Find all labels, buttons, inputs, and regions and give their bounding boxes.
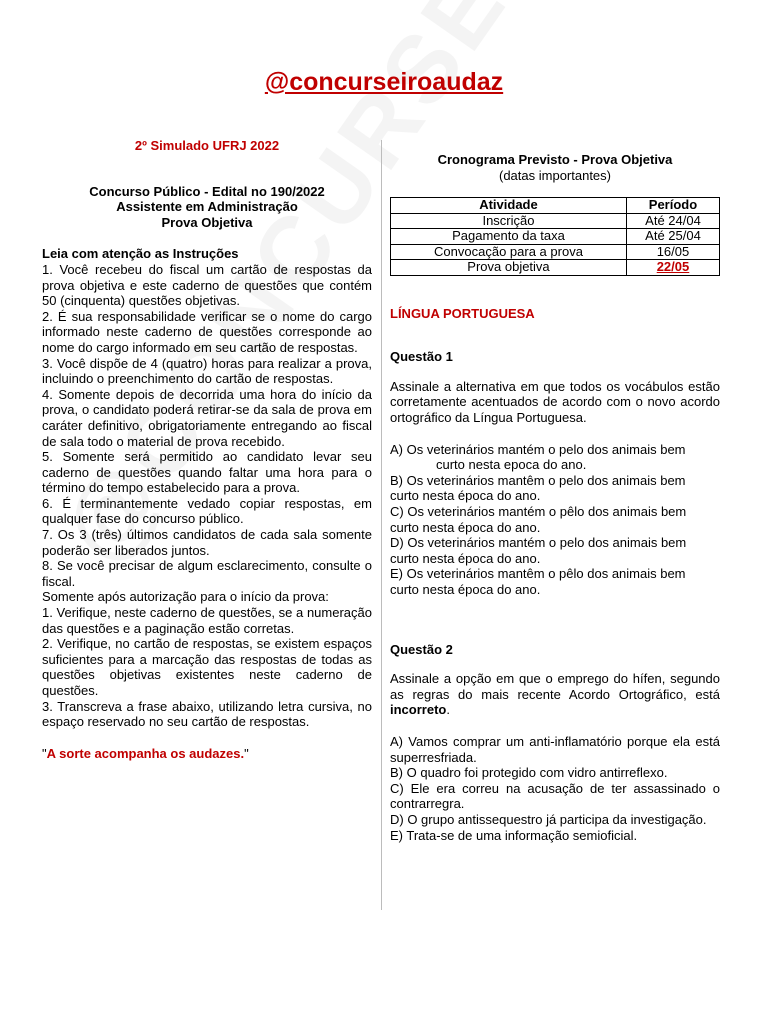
table-row bbox=[391, 213, 720, 229]
activity-cell: Pagamento da taxa bbox=[391, 229, 627, 245]
question-2-text-before: Assinale a opção em que o emprego do hífen, segundo as regras do mais recente Acordo Ortográfico, está bbox=[390, 671, 720, 702]
instructions-title: Leia com atenção as Instruções bbox=[42, 246, 239, 262]
table-header-activity: Atividade bbox=[391, 198, 627, 214]
option-e-line2: curto nesta época do ano. bbox=[390, 582, 541, 597]
option-c-line1: C) Os veterinários mantém o pêlo dos animais bem bbox=[390, 504, 687, 520]
instruction-item: 3. Transcreva a frase abaixo, utilizando letra cursiva, no espaço reservado no seu cartão de respostas. bbox=[42, 698, 372, 730]
period-cell: 16/05 bbox=[626, 244, 719, 260]
option-a-line2: curto nesta epoca do ano. bbox=[436, 457, 587, 473]
activity-cell: Inscrição bbox=[391, 213, 627, 229]
motto-text: A sorte acompanha os audazes. bbox=[46, 745, 245, 761]
instructions-list bbox=[42, 262, 372, 730]
option-c bbox=[390, 504, 720, 535]
contest-info bbox=[42, 184, 372, 231]
option-c: C) Ele era correu na acusação de ter assassinado o contrarregra. bbox=[390, 780, 720, 812]
option-b-line1: B) Os veterinários mantêm o pelo dos animais bem bbox=[390, 472, 686, 488]
column-divider bbox=[381, 140, 382, 910]
option-d: D) O grupo antissequestro já participa da investigação. bbox=[390, 811, 707, 827]
table-header-period: Período bbox=[626, 198, 719, 214]
table-row bbox=[391, 260, 720, 276]
period-cell-highlighted: 22/05 bbox=[626, 260, 719, 276]
table-row bbox=[391, 229, 720, 245]
option-c-line2: curto nesta época do ano. bbox=[390, 519, 541, 535]
option-b-line2: curto nesta época do ano. bbox=[390, 488, 541, 504]
instruction-item: 3. Você dispõe de 4 (quatro) horas para realizar a prova, incluindo o preenchimento do cartão de respostas. bbox=[42, 355, 372, 387]
option-b bbox=[390, 473, 720, 504]
option-d-line1: D) Os veterinários mantém o pelo dos animais bem bbox=[390, 535, 687, 551]
question-1-title: Questão 1 bbox=[390, 349, 453, 365]
handle-link[interactable]: @concurseiroaudaz bbox=[264, 68, 504, 96]
instruction-item: 2. É sua responsabilidade verificar se o nome do cargo informado neste caderno de questões corresponde ao nome do cargo informado em seu cartão de respostas. bbox=[42, 308, 372, 355]
instruction-item: 1. Verifique, neste caderno de questões, se a numeração das questões e a paginação estão corretas. bbox=[42, 605, 372, 636]
question-1-options bbox=[390, 442, 720, 598]
motto-open-quote: " bbox=[42, 745, 47, 761]
instruction-item: 1. Você recebeu do fiscal um cartão de respostas da prova objetiva e este caderno de questões que contém 50 (cinquenta) questões objetivas. bbox=[42, 261, 372, 309]
option-a: A) Vamos comprar um anti-inflamatório porque ela está superresfriada. bbox=[390, 733, 720, 765]
role-line: Assistente em Administração bbox=[116, 199, 298, 215]
question-2-emphasis: incorreto bbox=[390, 702, 447, 718]
option-d bbox=[390, 535, 720, 566]
schedule-subtitle: (datas importantes) bbox=[499, 167, 611, 183]
activity-cell: Prova objetiva bbox=[391, 260, 627, 276]
schedule-table bbox=[390, 197, 720, 276]
period-cell: Até 25/04 bbox=[626, 229, 719, 245]
question-2-text bbox=[390, 671, 720, 718]
contest-line: Concurso Público - Edital no 190/2022 bbox=[89, 183, 325, 199]
instruction-item: 6. É terminantemente vedado copiar respostas, em qualquer fase do concurso público. bbox=[42, 495, 372, 527]
option-a bbox=[390, 442, 720, 473]
instruction-item: 8. Se você precisar de algum esclarecimento, consulte o fiscal. bbox=[42, 558, 372, 589]
option-d-line2: curto nesta época do ano. bbox=[390, 550, 541, 566]
left-column bbox=[42, 138, 372, 774]
motto bbox=[42, 746, 372, 762]
option-e bbox=[390, 566, 720, 597]
simulado-title: 2º Simulado UFRJ 2022 bbox=[134, 138, 280, 153]
right-column bbox=[390, 152, 720, 843]
instruction-subheading: Somente após autorização para o início da prova: bbox=[42, 589, 329, 605]
option-e-line1: E) Os veterinários mantêm o pêlo dos animais bem bbox=[390, 566, 686, 582]
option-a-line1: A) Os veterinários mantém o pelo dos animais bem bbox=[390, 441, 686, 457]
instruction-item: 4. Somente depois de decorrida uma hora do início da prova, o candidato poderá retirar-se da sala de prova em caráter definitivo, obrigatoriamente entregando ao fiscal de sala todo o material de prova recebido. bbox=[42, 386, 372, 449]
instruction-item: 7. Os 3 (três) últimos candidatos de cada sala somente poderão ser liberados juntos. bbox=[42, 527, 372, 558]
question-2-options bbox=[390, 734, 720, 843]
section-title: LÍNGUA PORTUGUESA bbox=[390, 305, 535, 321]
table-row bbox=[391, 244, 720, 260]
question-1-text: Assinale a alternativa em que todos os vocábulos estão corretamente acentuados de acordo com o novo acordo ortográfico da Língua Portuguesa. bbox=[390, 378, 720, 426]
page-header bbox=[0, 68, 768, 97]
option-e: E) Trata-se de uma informação semioficial. bbox=[390, 827, 638, 843]
option-b: B) O quadro foi protegido com vidro antirreflexo. bbox=[390, 765, 668, 781]
question-2-text-after: . bbox=[446, 702, 450, 718]
table-header-row bbox=[391, 198, 720, 214]
period-cell: Até 24/04 bbox=[626, 213, 719, 229]
exam-type-line: Prova Objetiva bbox=[161, 214, 253, 230]
schedule-title: Cronograma Previsto - Prova Objetiva bbox=[437, 152, 673, 167]
motto-close-quote: " bbox=[244, 745, 249, 761]
instruction-item: 2. Verifique, no cartão de respostas, se existem espaços suficientes para a marcação das respostas de todas as questões objetivas existentes neste caderno de questões. bbox=[42, 636, 372, 698]
activity-cell: Convocação para a prova bbox=[391, 244, 627, 260]
question-2-title: Questão 2 bbox=[390, 641, 453, 657]
instruction-item: 5. Somente será permitido ao candidato levar seu caderno de questões quando faltar uma hora para o término do tempo estabelecido para a prova. bbox=[42, 449, 372, 496]
